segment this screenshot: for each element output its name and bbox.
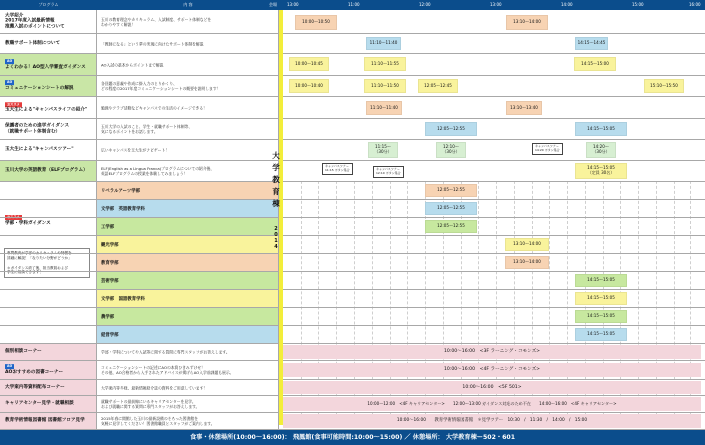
time-slot[interactable]: 11:10〜11:55 bbox=[364, 57, 406, 71]
time-slot[interactable]: 12:05〜12:55 bbox=[425, 202, 477, 215]
program-description: 広いキャンパスを玉大生がナビゲート！ bbox=[101, 147, 170, 153]
schedule-row-campus-tour bbox=[0, 140, 705, 161]
campus-tour-callout: キャンパスツアー 11:15 ボタン集合 bbox=[322, 163, 353, 175]
time-tick: 13:00 bbox=[287, 2, 299, 7]
recommend-badge: おススメ bbox=[7, 101, 20, 106]
program-title: AO コミュニケーションシートの解説 bbox=[5, 80, 74, 92]
dept-row: 教育学部 13:10〜14:00 bbox=[0, 254, 705, 272]
schedule-row-campus-life bbox=[0, 97, 705, 119]
time-slot[interactable]: 11:10〜11:50 bbox=[364, 79, 406, 93]
all-day-bar[interactable]: 10:00〜16:00 <4F ラーニング・コモンズ> bbox=[283, 363, 701, 377]
header-time-axis bbox=[283, 0, 705, 10]
time-tick: 14:00 bbox=[561, 2, 573, 7]
dept-row: 文学部 国語教育学科 14:15〜15:05 bbox=[0, 290, 705, 308]
time-slot[interactable]: 14:20〜 （30分） bbox=[586, 142, 616, 158]
dept-row: 文学部 英語教育学科 12:05〜12:55 bbox=[0, 200, 705, 218]
time-slot[interactable]: 14:15〜14:45 bbox=[575, 37, 608, 50]
time-slot[interactable]: 14:15〜15:05 bbox=[575, 328, 627, 341]
time-slot[interactable]: 15:10〜15:50 bbox=[644, 79, 684, 93]
program-title: 教育学術情報図書館 図書館フロア見学 bbox=[5, 418, 85, 424]
time-tick: 11:00 bbox=[348, 2, 360, 7]
program-title: 大学紹介 2017年度入試最新情報 推薦入試のポイントについて bbox=[5, 12, 65, 30]
venue-year: 2 0 1 4 bbox=[274, 226, 278, 250]
time-slot[interactable]: 11:10〜11:40 bbox=[366, 101, 402, 115]
schedule-row-consultation bbox=[0, 344, 705, 361]
time-tick: 16:00 bbox=[689, 2, 701, 7]
dept-row: 観光学部 13:10〜14:00 bbox=[0, 236, 705, 254]
program-description: AO入試の基本からポイントまで解説 bbox=[101, 61, 164, 67]
time-slot[interactable]: 13:10〜14:00 bbox=[505, 256, 549, 269]
time-slot[interactable]: 12:05〜12:45 bbox=[418, 79, 458, 93]
schedule-row-ao-guidance bbox=[0, 54, 705, 76]
program-description: 2015年春に開館した玉川の最新設備のそろった図書館を 気軽に見学してください！図書館職員とスタッフがご案内します。 bbox=[101, 415, 215, 426]
program-title: キャリアセンター見学・就職相談 bbox=[5, 401, 74, 407]
header-program: プログラム bbox=[0, 0, 97, 10]
program-title: 大学案内等資料配布コーナー bbox=[5, 384, 65, 390]
time-slot[interactable]: 12:10〜 （30分） bbox=[436, 142, 466, 158]
time-slot[interactable]: 12:05〜12:55 bbox=[425, 220, 477, 233]
schedule-row-university-intro bbox=[0, 10, 705, 34]
program-title: AO AOおすすめの図書コーナー bbox=[5, 364, 64, 376]
program-title: 教職サポート体制について bbox=[5, 40, 61, 46]
program-title: おススメ 玉大生による"キャンパスライフの紹介" bbox=[5, 101, 88, 113]
all-day-bar[interactable]: 10:00〜16:00 <5F 501> bbox=[283, 381, 701, 394]
schedule-row-brochures bbox=[0, 380, 705, 396]
schedule-row-ao-books bbox=[0, 361, 705, 380]
program-title: AO よくわかる！AO型入学審査ガイダンス bbox=[5, 58, 86, 70]
all-day-bar[interactable]: 10:00〜12:00 <4F キャリアセンター> 12:00〜13:00 ガイダンス対応のため不在 14:00〜16:00 <4F キャリアセンター> bbox=[283, 397, 701, 411]
time-tick: 12:00 bbox=[419, 2, 431, 7]
venue-title: 大 学 教 育 棟 bbox=[272, 151, 280, 208]
schedule-row-career-center bbox=[0, 396, 705, 413]
time-slot[interactable]: 14:15〜15:05 bbox=[575, 310, 627, 323]
program-description: ELF(English as a Lingua Franca)プログラムについての紹介後、 英語ELFプログラムの授業を体験してみましょう！ bbox=[101, 165, 215, 176]
header-content: 内 容 bbox=[97, 0, 279, 10]
time-slot[interactable]: 10:00〜10:45 bbox=[289, 57, 329, 71]
program-description: 玉川の教育理念やカリキュラム、入試制度、サポート体制などを わかりやすく解説！ bbox=[101, 16, 212, 27]
ao-badge: AO bbox=[7, 80, 13, 85]
schedule-row-communication-sheet bbox=[0, 76, 705, 97]
campus-tour-callout: キャンパスツアー 12:10 ボタン集合 bbox=[373, 166, 404, 178]
dept-row: 芸術学部 14:15〜15:05 bbox=[0, 272, 705, 290]
time-slot[interactable]: 14:15〜15:05 bbox=[575, 292, 627, 305]
program-title: 玉大生による"キャンパスツアー" bbox=[5, 147, 74, 153]
time-slot[interactable]: 10:00〜10:50 bbox=[295, 15, 337, 30]
dept-row: 経営学部 14:15〜15:05 bbox=[0, 326, 705, 344]
time-tick: 13:00 bbox=[490, 2, 502, 7]
program-description: 各回題の意義や作成に掛入力のとりかくり、 どの程度の2017年度コミュニケーションシートの概要を説明します！ bbox=[101, 80, 221, 91]
recommend-badge: おススメ bbox=[7, 215, 20, 219]
all-day-bar[interactable]: 10:00〜16:00 教育学術情報図書館 ＊見学ツアー 10:30 / 11:30 / 14:00 / 15:00 bbox=[283, 414, 701, 428]
program-description: 就職サポートの最前線にいるキャリアセンターを見学。 および就職に関する質問に専門スタッフがお答えします。 bbox=[101, 398, 200, 409]
ao-badge: AO bbox=[7, 364, 13, 369]
time-slot[interactable]: 14:15〜15:05 （定員 30名） bbox=[575, 163, 627, 179]
time-slot[interactable]: 13:10〜14:00 bbox=[505, 238, 549, 251]
schedule-row-library-tour bbox=[0, 413, 705, 430]
guidance-note: 専門教育が学部のカリキュラムや特徴を 詳細に解説！「なりたい分野がどうか」 ＊ガイダンス終了後、担当教員および 学生に相談できます！ bbox=[4, 248, 90, 278]
program-description: 玉川大学の入試のこと、学生・就職サポート体制等、 気になるポイントをお話します。 bbox=[101, 123, 193, 134]
schedule-row-parents-guidance bbox=[0, 119, 705, 140]
time-slot[interactable]: 13:10〜13:40 bbox=[506, 101, 542, 115]
dept-row: 工学部 12:05〜12:55 bbox=[0, 218, 705, 236]
venue-strip bbox=[279, 10, 283, 425]
guidance-title: 学部・学科ガイダンス bbox=[5, 221, 51, 227]
time-slot[interactable]: 12:05〜12:55 bbox=[425, 184, 477, 197]
program-description: 「教師になる」という夢の実現に向けたサポート体制を解説 bbox=[101, 40, 204, 46]
time-slot[interactable]: 14:15〜15:05 bbox=[575, 274, 627, 287]
program-description: 大学案内等多様、最新情報紹介誌の資料をご用意しています！ bbox=[101, 384, 208, 390]
time-slot[interactable]: 13:10〜14:00 bbox=[506, 15, 548, 30]
ao-badge: AO bbox=[7, 58, 13, 63]
header-venue: 会場 bbox=[263, 0, 283, 10]
time-tick: 15:00 bbox=[632, 2, 644, 7]
program-title: 保護者のための進学ガイダンス （就職サポート体制含む） bbox=[5, 123, 70, 134]
time-slot[interactable]: 12:05〜12:55 bbox=[425, 122, 477, 136]
program-description: 勉強やクラブ活動などキャンパスでの生活のイメージできる！ bbox=[101, 104, 207, 110]
time-slot[interactable]: 11:10〜11:40 bbox=[366, 37, 401, 50]
time-slot[interactable]: 14:15〜15:00 bbox=[574, 57, 616, 71]
dept-row: 農学部 14:15〜15:05 bbox=[0, 308, 705, 326]
schedule-row-teaching-support bbox=[0, 34, 705, 54]
footer-info: 食事・休憩場所(10:00〜16:00)： 飛鳳館(食事可能時間:10:00〜15:00) ／ 休憩場所： 大学教育棟ー502・601 bbox=[0, 430, 705, 445]
time-slot[interactable]: 11:15〜 （30分） bbox=[368, 142, 398, 158]
all-day-bar[interactable]: 10:00〜16:00 <3F ラーニング・コモンズ> bbox=[283, 345, 701, 359]
campus-tour-callout: キャンパスツアー 14:20 ボタン集合 bbox=[532, 143, 563, 155]
program-description: 学部・学科についてや入試等に関する質問に専門スタッフがお答えします。 bbox=[101, 349, 230, 355]
time-slot[interactable]: 14:15〜15:05 bbox=[575, 122, 627, 136]
program-description: コミュニケーションシートの記述にAOの本質ひきみずけせ！ その他、AO合格者から入手されたアドバイスが掲げらAO入学前課題も展示。 bbox=[101, 364, 234, 375]
time-slot[interactable]: 10:00〜10:40 bbox=[289, 79, 329, 93]
program-title: 個別相談コーナー bbox=[5, 349, 42, 355]
program-title: 玉川大学の英語教育（ELFプログラム） bbox=[5, 168, 88, 174]
dept-row: リベラルアーツ学部 12:05〜12:55 bbox=[0, 182, 705, 200]
